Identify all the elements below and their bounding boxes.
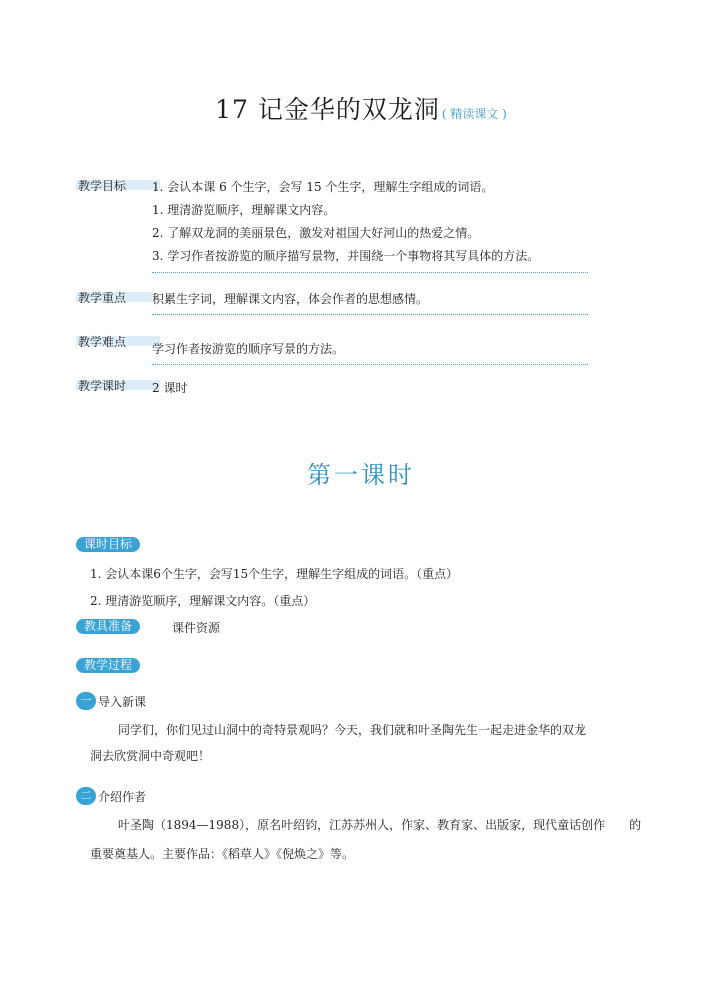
tools-text: 课件资源 <box>172 621 221 635</box>
divider <box>152 272 588 273</box>
key-label: 教学重点 <box>78 291 127 305</box>
difficulty-label: 教学难点 <box>78 335 127 349</box>
difficulty-text: 学习作者按游览的顺序写景的方法。 <box>152 342 345 356</box>
goal-item: 1. 理清游览顺序，理解课文内容。 <box>152 203 336 217</box>
divider <box>152 314 588 315</box>
step-badge: 一 <box>76 692 96 710</box>
step-paragraph-line: 洞去欣赏洞中奇观吧！ <box>90 749 211 763</box>
hours-text: 2 课时 <box>152 381 188 395</box>
page-title: 17 记金华的双龙洞 <box>215 95 440 124</box>
step-paragraph-line: 同学们，你们见过山洞中的奇特景观吗？今天，我们就和叶圣陶先生一起走进金华的双龙 <box>118 723 587 737</box>
goal-item: 2. 了解双龙洞的美丽景色，激发对祖国大好河山的热爱之情。 <box>152 226 480 240</box>
process-label: 教学过程 <box>76 658 140 673</box>
divider <box>152 364 588 365</box>
objectives-label: 课时目标 <box>76 537 140 552</box>
section-title: 第一课时 <box>307 461 415 489</box>
step-paragraph-line: 重要奠基人。主要作品：《稻草人》《倪焕之》等。 <box>90 847 355 861</box>
objective-item: 2. 理清游览顺序，理解课文内容。（重点） <box>90 594 316 608</box>
step-paragraph-line: 叶圣陶（1894—1988），原名叶绍钧，江苏苏州人，作家、教育家、出版家，现代童话创作 的 <box>118 818 642 832</box>
goals-label: 教学目标 <box>78 179 127 193</box>
hours-label: 教学课时 <box>78 379 127 393</box>
objective-item: 1. 会认本课6个生字，会写15个生字，理解生字组成的词语。（重点） <box>90 567 459 581</box>
key-text: 积累生字词，理解课文内容，体会作者的思想感情。 <box>152 292 429 306</box>
step-badge: 二 <box>76 787 96 805</box>
page-title-row <box>0 90 722 126</box>
tools-label: 教具准备 <box>76 619 140 634</box>
goal-item: 3. 学习作者按游览的顺序描写景物，并围绕一个事物将其写具体的方法。 <box>152 249 540 263</box>
step-title: 介绍作者 <box>98 790 147 804</box>
step-title: 导入新课 <box>98 695 147 709</box>
title-note: ( 精读课文 ) <box>441 107 507 121</box>
goal-item: 1. 会认本课 6 个生字，会写 15 个生字，理解生字组成的词语。 <box>152 180 494 194</box>
